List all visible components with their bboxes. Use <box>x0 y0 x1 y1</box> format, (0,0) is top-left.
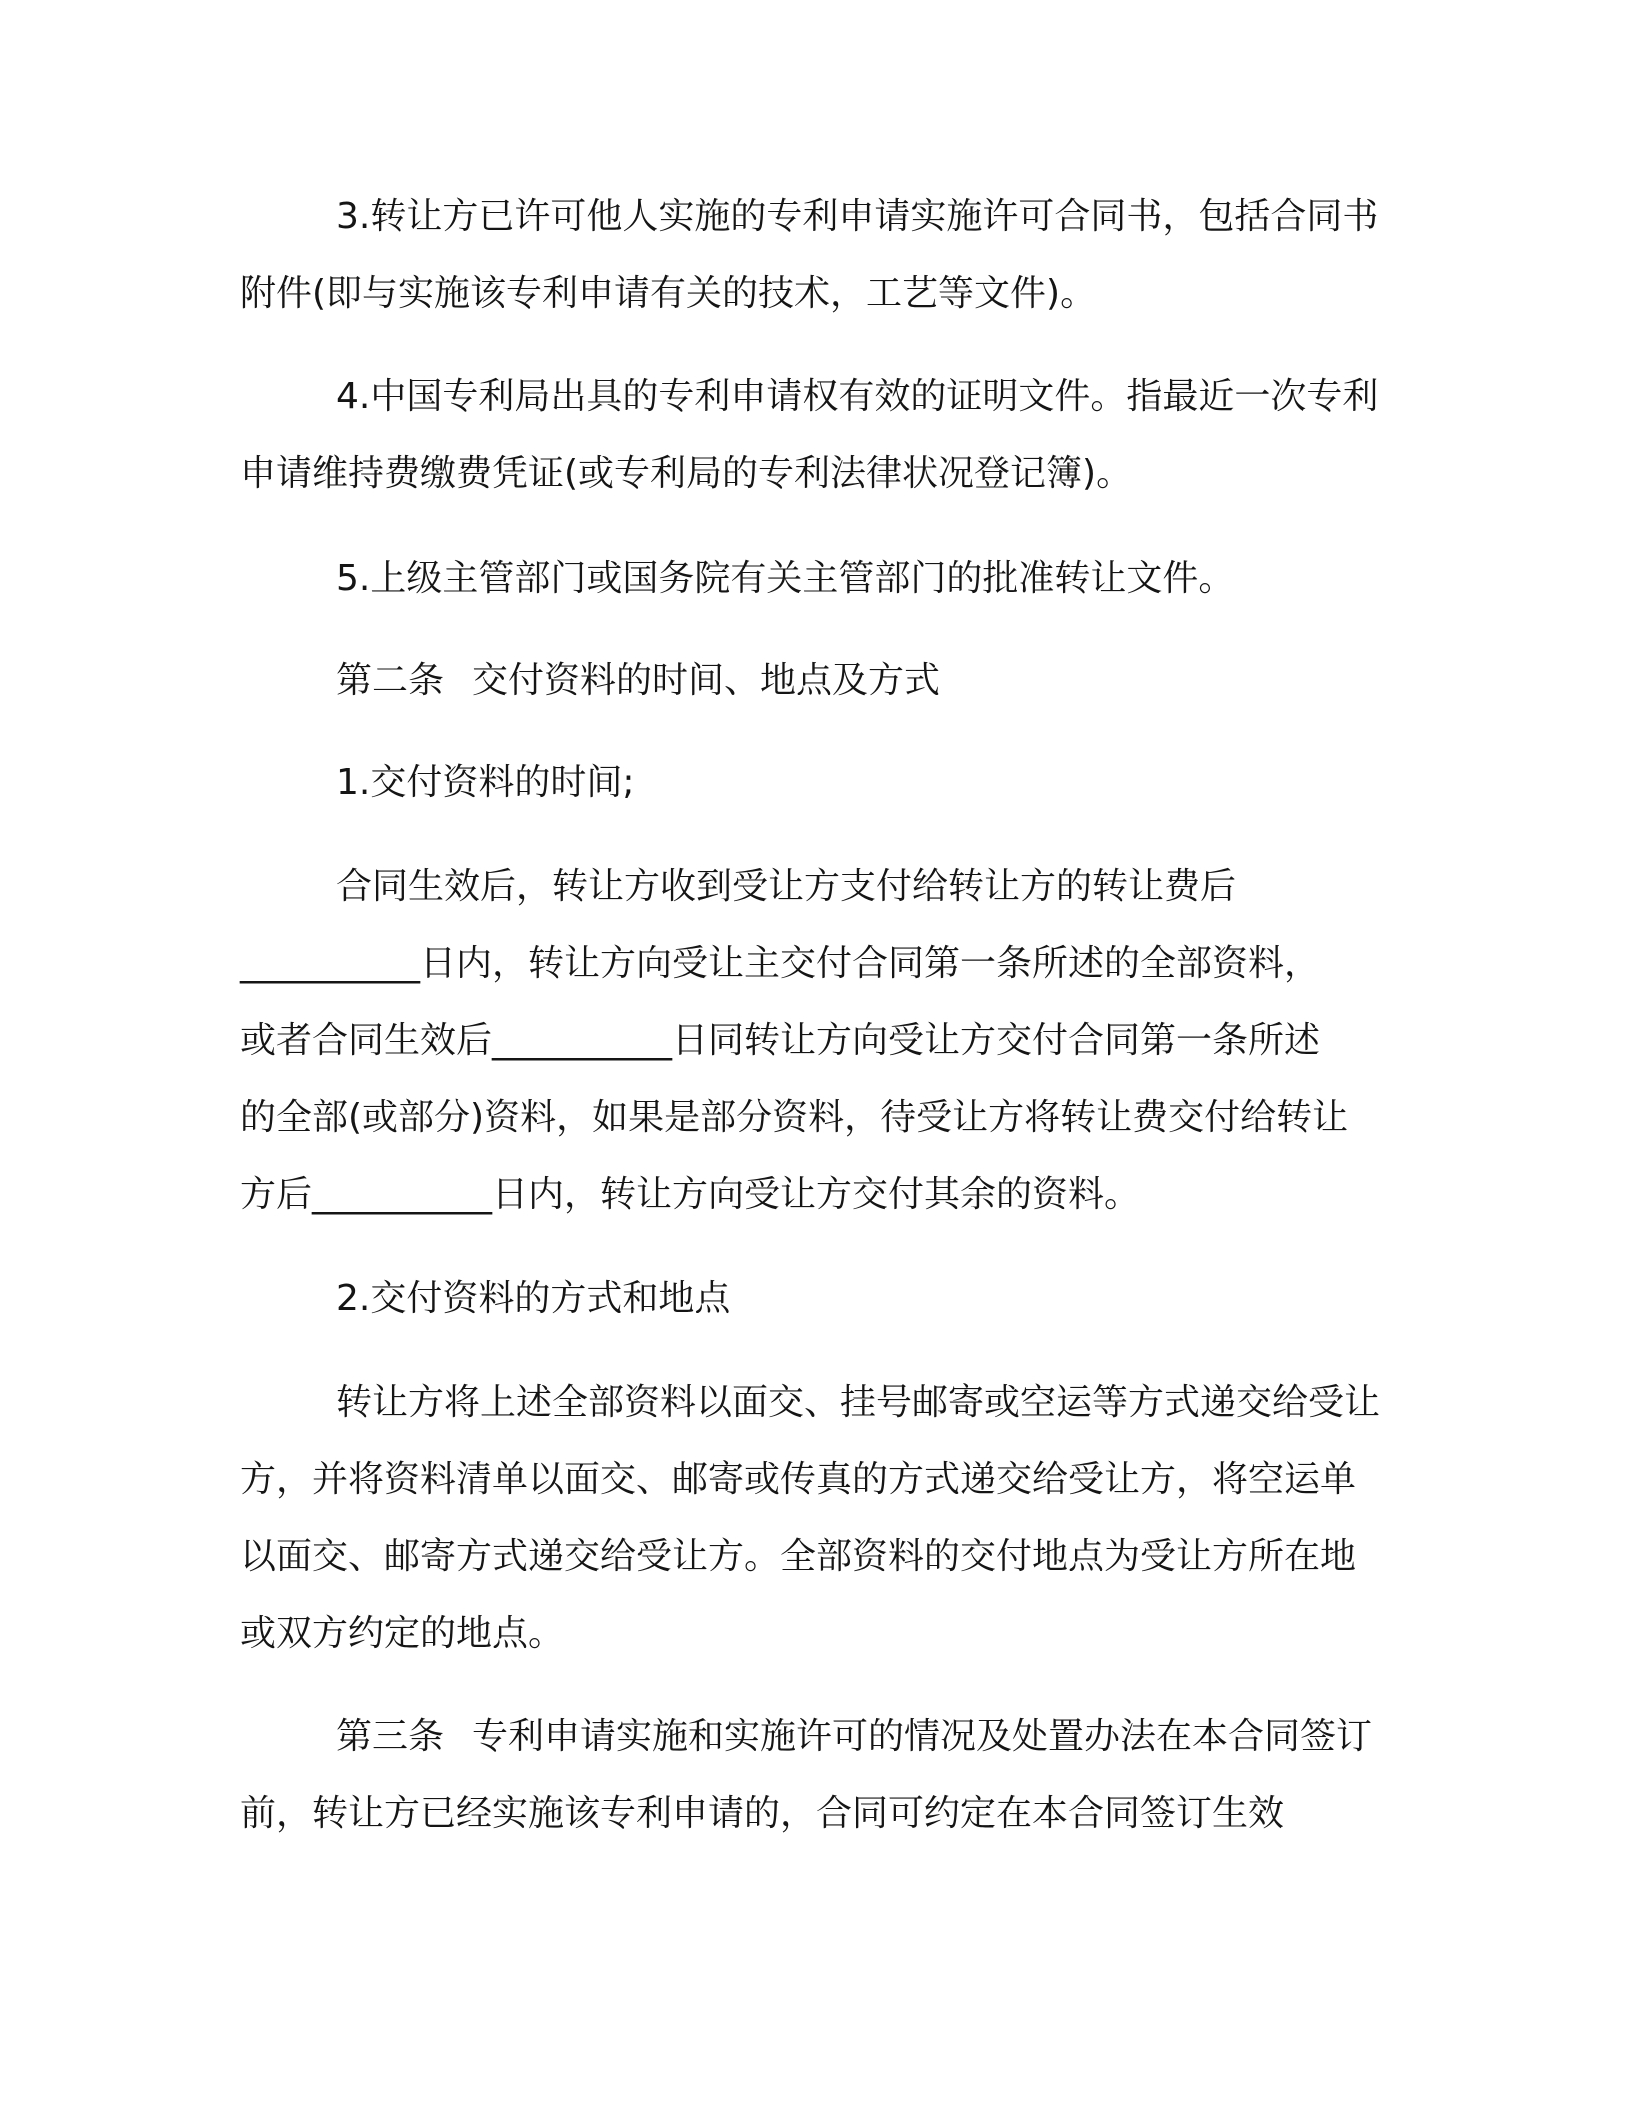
paragraph-item-3: 3.转让方已许可他人实施的专利申请实施许可合同书，包括合同书附件(即与实施该专利申请有关的技术，工艺等文件)。 <box>240 196 1379 314</box>
paragraph-article-3 <box>240 1698 1390 1852</box>
body-line: 或者合同生效后__________日同转让方向受让方交付合同第一条所述 <box>240 1020 1321 1061</box>
subitem-heading-1: 1.交付资料的时间; <box>336 762 635 803</box>
body-line: 合同生效后，转让方收到受让方支付给转让方的转让费后 <box>336 866 1237 907</box>
paragraph-item-5: 5.上级主管部门或国务院有关主管部门的批准转让文件。 <box>336 558 1235 599</box>
paragraph-delivery-method: 转让方将上述全部资料以面交、挂号邮寄或空运等方式递交给受让方，并将资料清单以面交、邮寄或传真的方式递交给受让方，将空运单以面交、邮寄方式递交给受让方。全部资料的交付地点为受让方所在地或双方约定的地点。 <box>240 1382 1381 1654</box>
body-line: 方后__________日内，转让方向受让方交付其余的资料。 <box>240 1174 1141 1215</box>
article-2-heading <box>240 642 1390 719</box>
article-label: 第二条 <box>336 660 445 701</box>
article-label: 第三条 <box>336 1716 445 1757</box>
article-body: 专利申请实施和实施许可的情况及处置办法在本合同签订前，转让方已经实施该专利申请的，合同可约定在本合同签订生效 <box>240 1716 1373 1834</box>
subitem-heading-2: 2.交付资料的方式和地点 <box>336 1278 731 1319</box>
paragraph-item-4: 4.中国专利局出具的专利申请权有效的证明文件。指最近一次专利申请维持费缴费凭证(或专利局的专利法律状况登记簿)。 <box>240 376 1379 494</box>
body-line: 的全部(或部分)资料，如果是部分资料，待受让方将转让费交付给转让 <box>240 1097 1349 1138</box>
body-line: __________日内，转让方向受让主交付合同第一条所述的全部资料， <box>240 943 1321 984</box>
article-title: 交付资料的时间、地点及方式 <box>472 660 941 701</box>
